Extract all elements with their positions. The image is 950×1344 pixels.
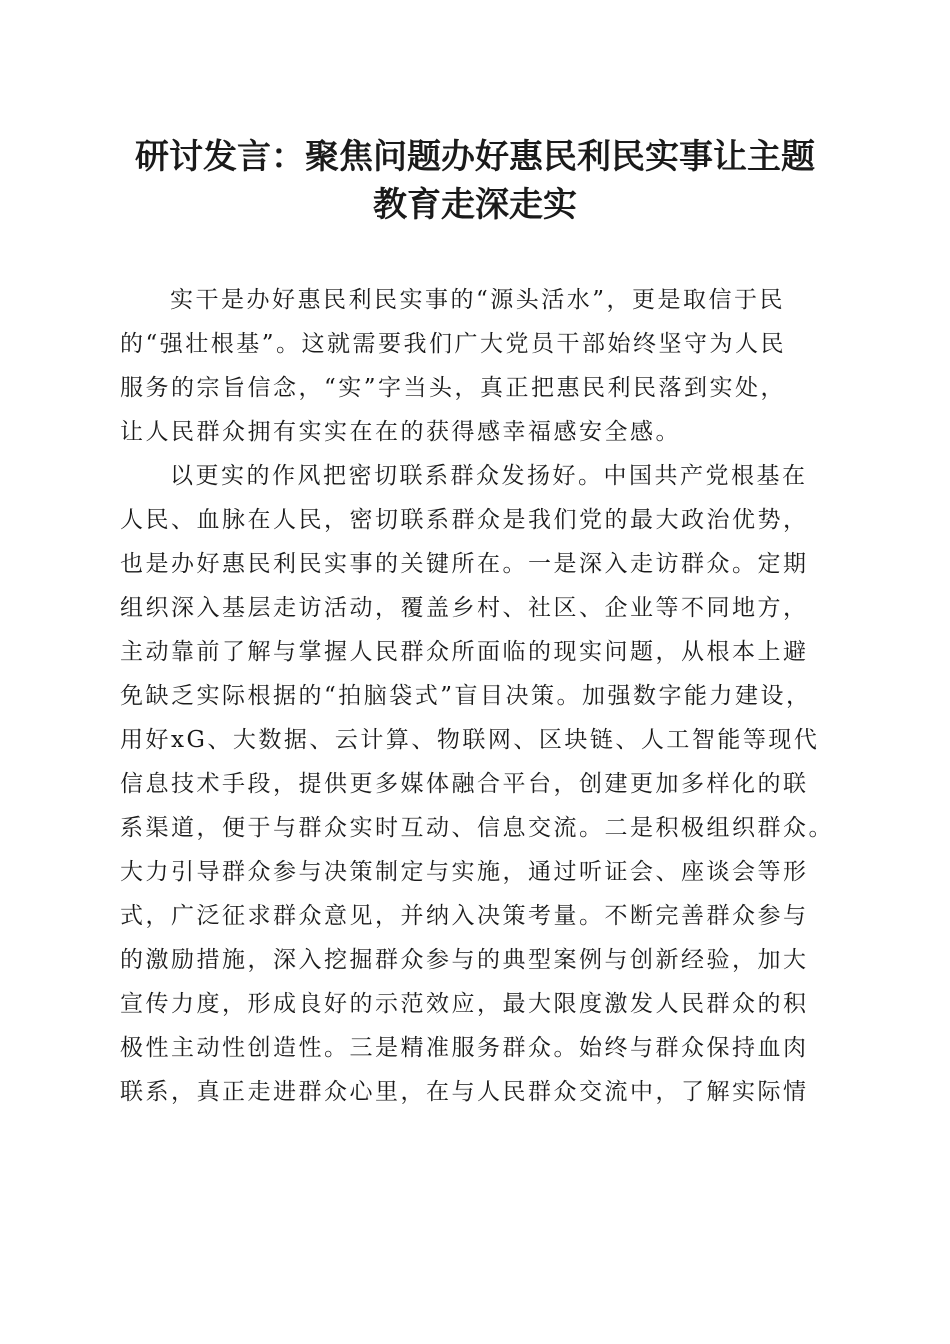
paragraph-line: 组织深入基层走访活动，覆盖乡村、社区、企业等不同地方， — [120, 595, 809, 621]
title-line-1: 研讨发言：聚焦问题办好惠民利民实事让主题 — [135, 137, 815, 177]
paragraph-1 — [120, 278, 840, 454]
paragraph-line: 实干是办好惠民利民实事的“源头活水”，更是取信于民 — [170, 287, 786, 313]
paragraph-line: 系渠道，便于与群众实时互动、信息交流。二是积极组织群众。 — [120, 815, 834, 841]
paragraph-line: 免缺乏实际根据的“拍脑袋式”盲目决策。加强数字能力建设， — [120, 683, 812, 709]
paragraph-line: 主动靠前了解与掌握人民群众所面临的现实问题，从根本上避 — [120, 639, 809, 665]
document-body — [120, 278, 840, 1114]
paragraph-line: 服务的宗旨信念，“实”字当头，真正把惠民利民落到实处， — [120, 375, 787, 401]
paragraph-line: 以更实的作风把密切联系群众发扬好。中国共产党根基在 — [170, 463, 808, 489]
paragraph-line: 信息技术手段，提供更多媒体融合平台，创建更加多样化的联 — [120, 771, 809, 797]
paragraph-line: 的“强壮根基”。这就需要我们广大党员干部始终坚守为人民 — [120, 331, 787, 357]
paragraph-line: 宣传力度，形成良好的示范效应，最大限度激发人民群众的积 — [120, 991, 809, 1017]
paragraph-line: 也是办好惠民利民实事的关键所在。一是深入走访群众。定期 — [120, 551, 809, 577]
paragraph-line: 的激励措施，深入挖掘群众参与的典型案例与创新经验，加大 — [120, 947, 809, 973]
paragraph-line: 大力引导群众参与决策制定与实施，通过听证会、座谈会等形 — [120, 859, 809, 885]
paragraph-line: 人民、血脉在人民，密切联系群众是我们党的最大政治优势， — [120, 507, 809, 533]
document-title — [100, 133, 850, 229]
paragraph-line: 式，广泛征求群众意见，并纳入决策考量。不断完善群众参与 — [120, 903, 809, 929]
paragraph-2 — [120, 454, 840, 1114]
paragraph-line: 联系，真正走进群众心里，在与人民群众交流中，了解实际情 — [120, 1079, 809, 1105]
paragraph-line: 极性主动性创造性。三是精准服务群众。始终与群众保持血肉 — [120, 1035, 809, 1061]
paragraph-line: 让人民群众拥有实实在在的获得感幸福感安全感。 — [120, 419, 681, 445]
title-line-2: 教育走深走实 — [373, 185, 577, 225]
paragraph-line: 用好xG、大数据、云计算、物联网、区块链、人工智能等现代 — [120, 727, 820, 753]
